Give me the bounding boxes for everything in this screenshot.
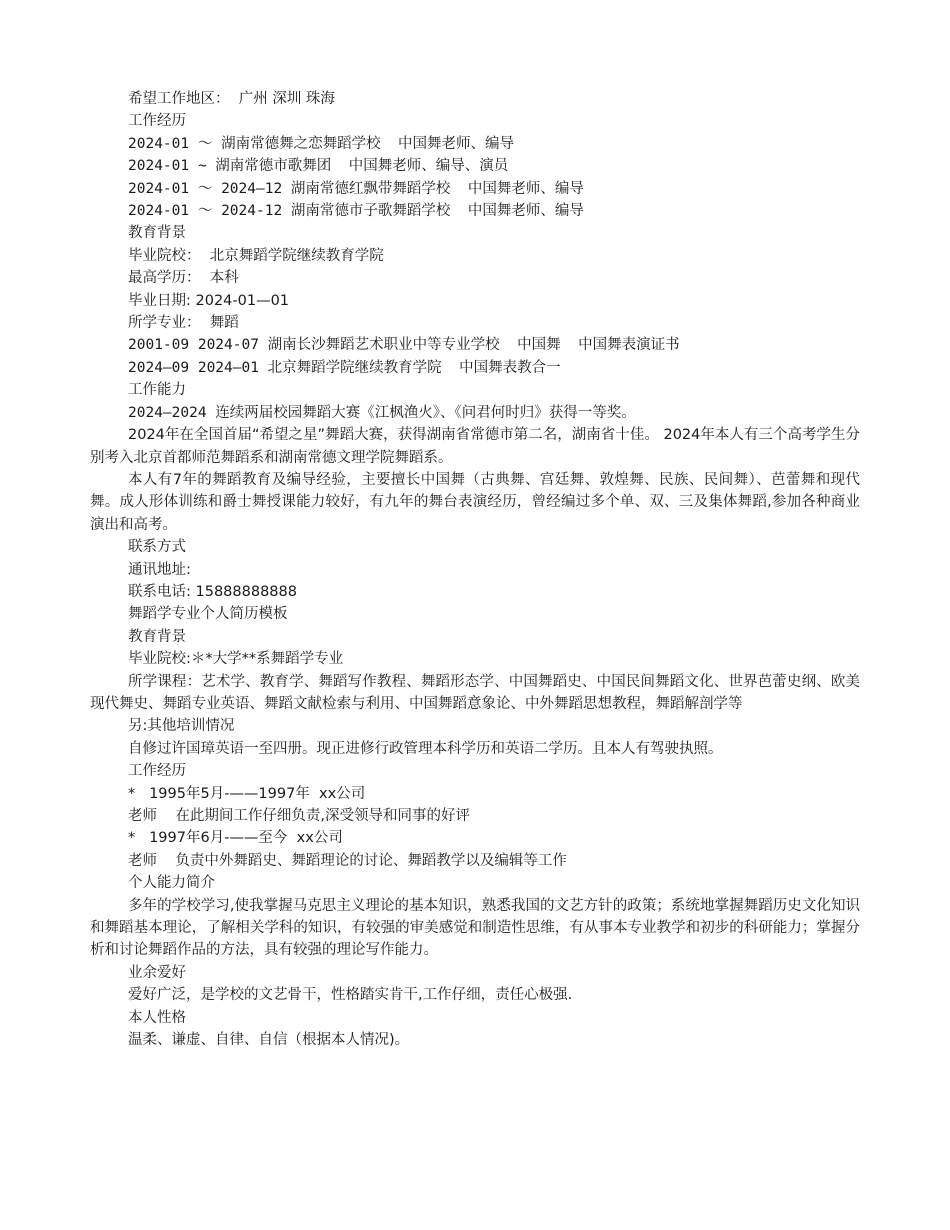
- work-history-item: 2024-01 ～ 湖南常德舞之恋舞蹈学校 中国舞老师、编导: [128, 135, 515, 152]
- school-line: 毕业院校： 北京舞蹈学院继续教育学院: [128, 247, 384, 264]
- job-line: * 1997年6月-——至今 xx公司: [128, 830, 343, 847]
- major-line: 所学专业： 舞蹈: [128, 315, 239, 332]
- job-description: 老师 在此期间工作仔细负责,深受领导和同事的好评: [128, 808, 471, 824]
- hobby-heading: 业余爱好: [128, 964, 186, 981]
- personality-line: 温柔、谦虚、自律、自信（根据本人情况)。: [128, 1032, 410, 1049]
- education-heading-2: 教育背景: [128, 628, 186, 645]
- hobby-line: 爱好广泛，是学校的文艺骨干，性格踏实肯干,工作仔细，责任心极强.: [128, 987, 573, 1004]
- education-history-item: 2001-09 2024-07 湖南长沙舞蹈艺术职业中等专业学校 中国舞 中国舞表演证书: [128, 337, 680, 354]
- degree-line: 最高学历： 本科: [128, 270, 239, 287]
- job-description: 老师 负责中外舞蹈史、舞蹈理论的讨论、舞蹈教学以及编辑等工作: [128, 852, 567, 869]
- school-line-2: 毕业院校:＊*大学**系舞蹈学专业: [128, 651, 344, 668]
- phone-line: 联系电话: 15888888888: [128, 583, 297, 600]
- address-line: 通讯地址:: [128, 561, 191, 578]
- grad-date-line: 毕业日期: 2024-01—01: [128, 292, 290, 309]
- courses-paragraph: 所学课程：艺术学、教育学、舞蹈写作教程、舞蹈形态学、中国舞蹈史、中国民间舞蹈文化、世界芭蕾史纲、欧美现代舞史、舞蹈专业英语、舞蹈文献检索与利用、中国舞蹈意象论、中外舞蹈思想教程，舞蹈解剖学等: [90, 673, 860, 712]
- education-heading: 教育背景: [128, 225, 186, 242]
- resume-document: [90, 88, 860, 1051]
- other-training-line: 另:其他培训情况: [128, 718, 235, 735]
- contact-heading: 联系方式: [128, 539, 186, 556]
- work-history-item: 2024-01 ～ 2024—12 湖南常德红飘带舞蹈学校 中国舞老师、编导: [128, 180, 584, 197]
- personal-ability-paragraph: 多年的学校学习,使我掌握马克思主义理论的基本知识，熟悉我国的文艺方针的政策；系统地掌握舞蹈历史文化知识和舞蹈基本理论，了解相关学科的知识，有较强的审美感觉和制造性思维，有从事本专业教学和初步的科研能力；掌握分析和讨论舞蹈作品的方法，具有较强的理论写作能力。: [90, 897, 860, 959]
- self-study-line: 自修过许国璋英语一至四册。现正进修行政管理本科学历和英语二学历。且本人有驾驶执照。: [128, 740, 723, 757]
- ability-line: 2024—2024 连续两届校园舞蹈大赛《江枫渔火》、《问君何时归》获得一等奖。: [128, 404, 636, 421]
- work-area-line: 希望工作地区： 广州 深圳 珠海: [128, 91, 335, 107]
- work-history-item: 2024-01 ~ 湖南常德市歌舞团 中国舞老师、编导、演员: [128, 158, 509, 175]
- personal-ability-heading: 个人能力简介: [128, 875, 215, 892]
- ability-heading: 工作能力: [128, 382, 186, 399]
- ability-paragraph: 2024年在全国首届“希望之星”舞蹈大赛，获得湖南省常德市第二名，湖南省十佳。 2024年本人有三个高考学生分别考入北京首都师范舞蹈系和湖南常德文理学院舞蹈系。: [90, 427, 860, 466]
- work-history-item: 2024-01 ～ 2024-12 湖南常德市子歌舞蹈学校 中国舞老师、编导: [128, 203, 584, 220]
- ability-paragraph: 本人有7年的舞蹈教育及编导经验，主要擅长中国舞（古典舞、宫廷舞、敦煌舞、民族、民间舞）、芭蕾舞和现代舞。成人形体训练和爵士舞授课能力较好，有九年的舞台表演经历，曾经编过多个单、双、三及集体舞蹈,参加各种商业演出和高考。: [90, 471, 860, 533]
- template-title: 舞蹈学专业个人简历模板: [128, 606, 288, 623]
- work-history-heading: 工作经历: [128, 113, 186, 130]
- personality-heading: 本人性格: [128, 1009, 186, 1026]
- job-line: * 1995年5月-——1997年 xx公司: [128, 785, 366, 802]
- education-history-item: 2024—09 2024—01 北京舞蹈学院继续教育学院 中国舞表教合一: [128, 359, 561, 376]
- work-history-heading-2: 工作经历: [128, 763, 186, 780]
